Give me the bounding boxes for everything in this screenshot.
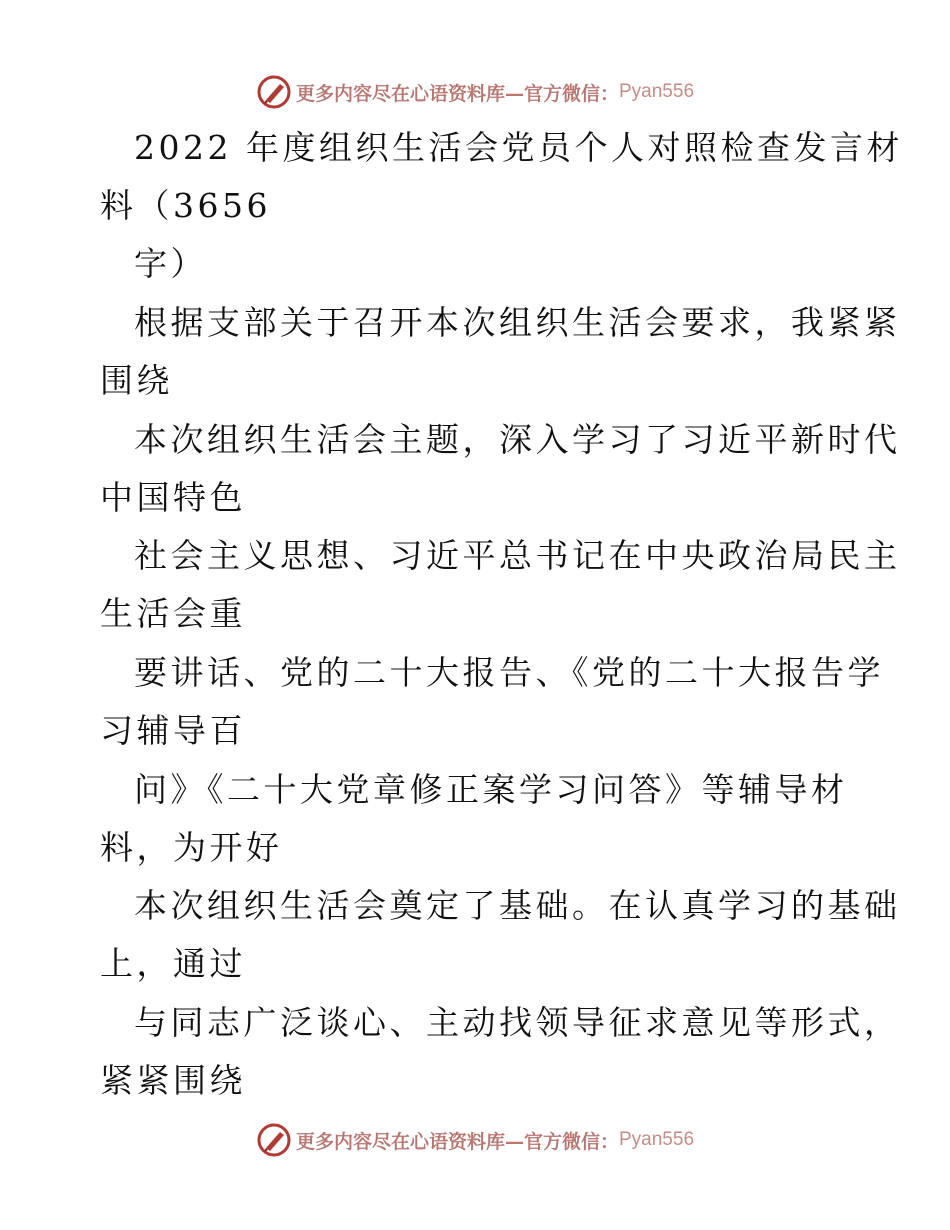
- text-line: 生活会重: [100, 594, 246, 633]
- text-line: 根据支部关于召开本次组织生活会要求，我紧紧: [134, 303, 901, 342]
- text-line: 习辅导百: [100, 711, 246, 750]
- text-line: 紧紧围绕: [100, 1061, 246, 1100]
- text-line: 料（3656: [100, 186, 271, 225]
- text-line: 本次组织生活会主题，深入学习了习近平新时代: [134, 420, 901, 459]
- watermark-account: Pyan556: [619, 81, 695, 102]
- text-line: 2022 年度组织生活会党员个人对照检查发言材: [134, 128, 903, 167]
- text-line: 字）: [134, 244, 207, 283]
- watermark-text: 更多内容尽在心语资料库—官方微信：: [295, 1130, 619, 1153]
- text-line: 中国特色: [100, 478, 246, 517]
- pen-logo-icon: [256, 1122, 292, 1158]
- watermark-account: Pyan556: [619, 1129, 695, 1150]
- watermark-footer: [0, 1120, 950, 1160]
- text-line: 料，为开好: [100, 828, 283, 867]
- text-line: 社会主义思想、习近平总书记在中央政治局民主: [134, 536, 901, 575]
- text-line: 围绕: [100, 361, 173, 400]
- text-line: 要讲话、党的二十大报告、《党的二十大报告学: [134, 653, 884, 692]
- text-line: 本次组织生活会奠定了基础。在认真学习的基础: [134, 886, 901, 925]
- text-line: 上，通过: [100, 944, 246, 983]
- watermark-text: 更多内容尽在心语资料库—官方微信：: [295, 82, 619, 105]
- text-line: 与同志广泛谈心、主动找领导征求意见等形式，: [134, 1003, 901, 1042]
- text-line: 问》《二十大党章修正案学习问答》等辅导材: [134, 770, 848, 809]
